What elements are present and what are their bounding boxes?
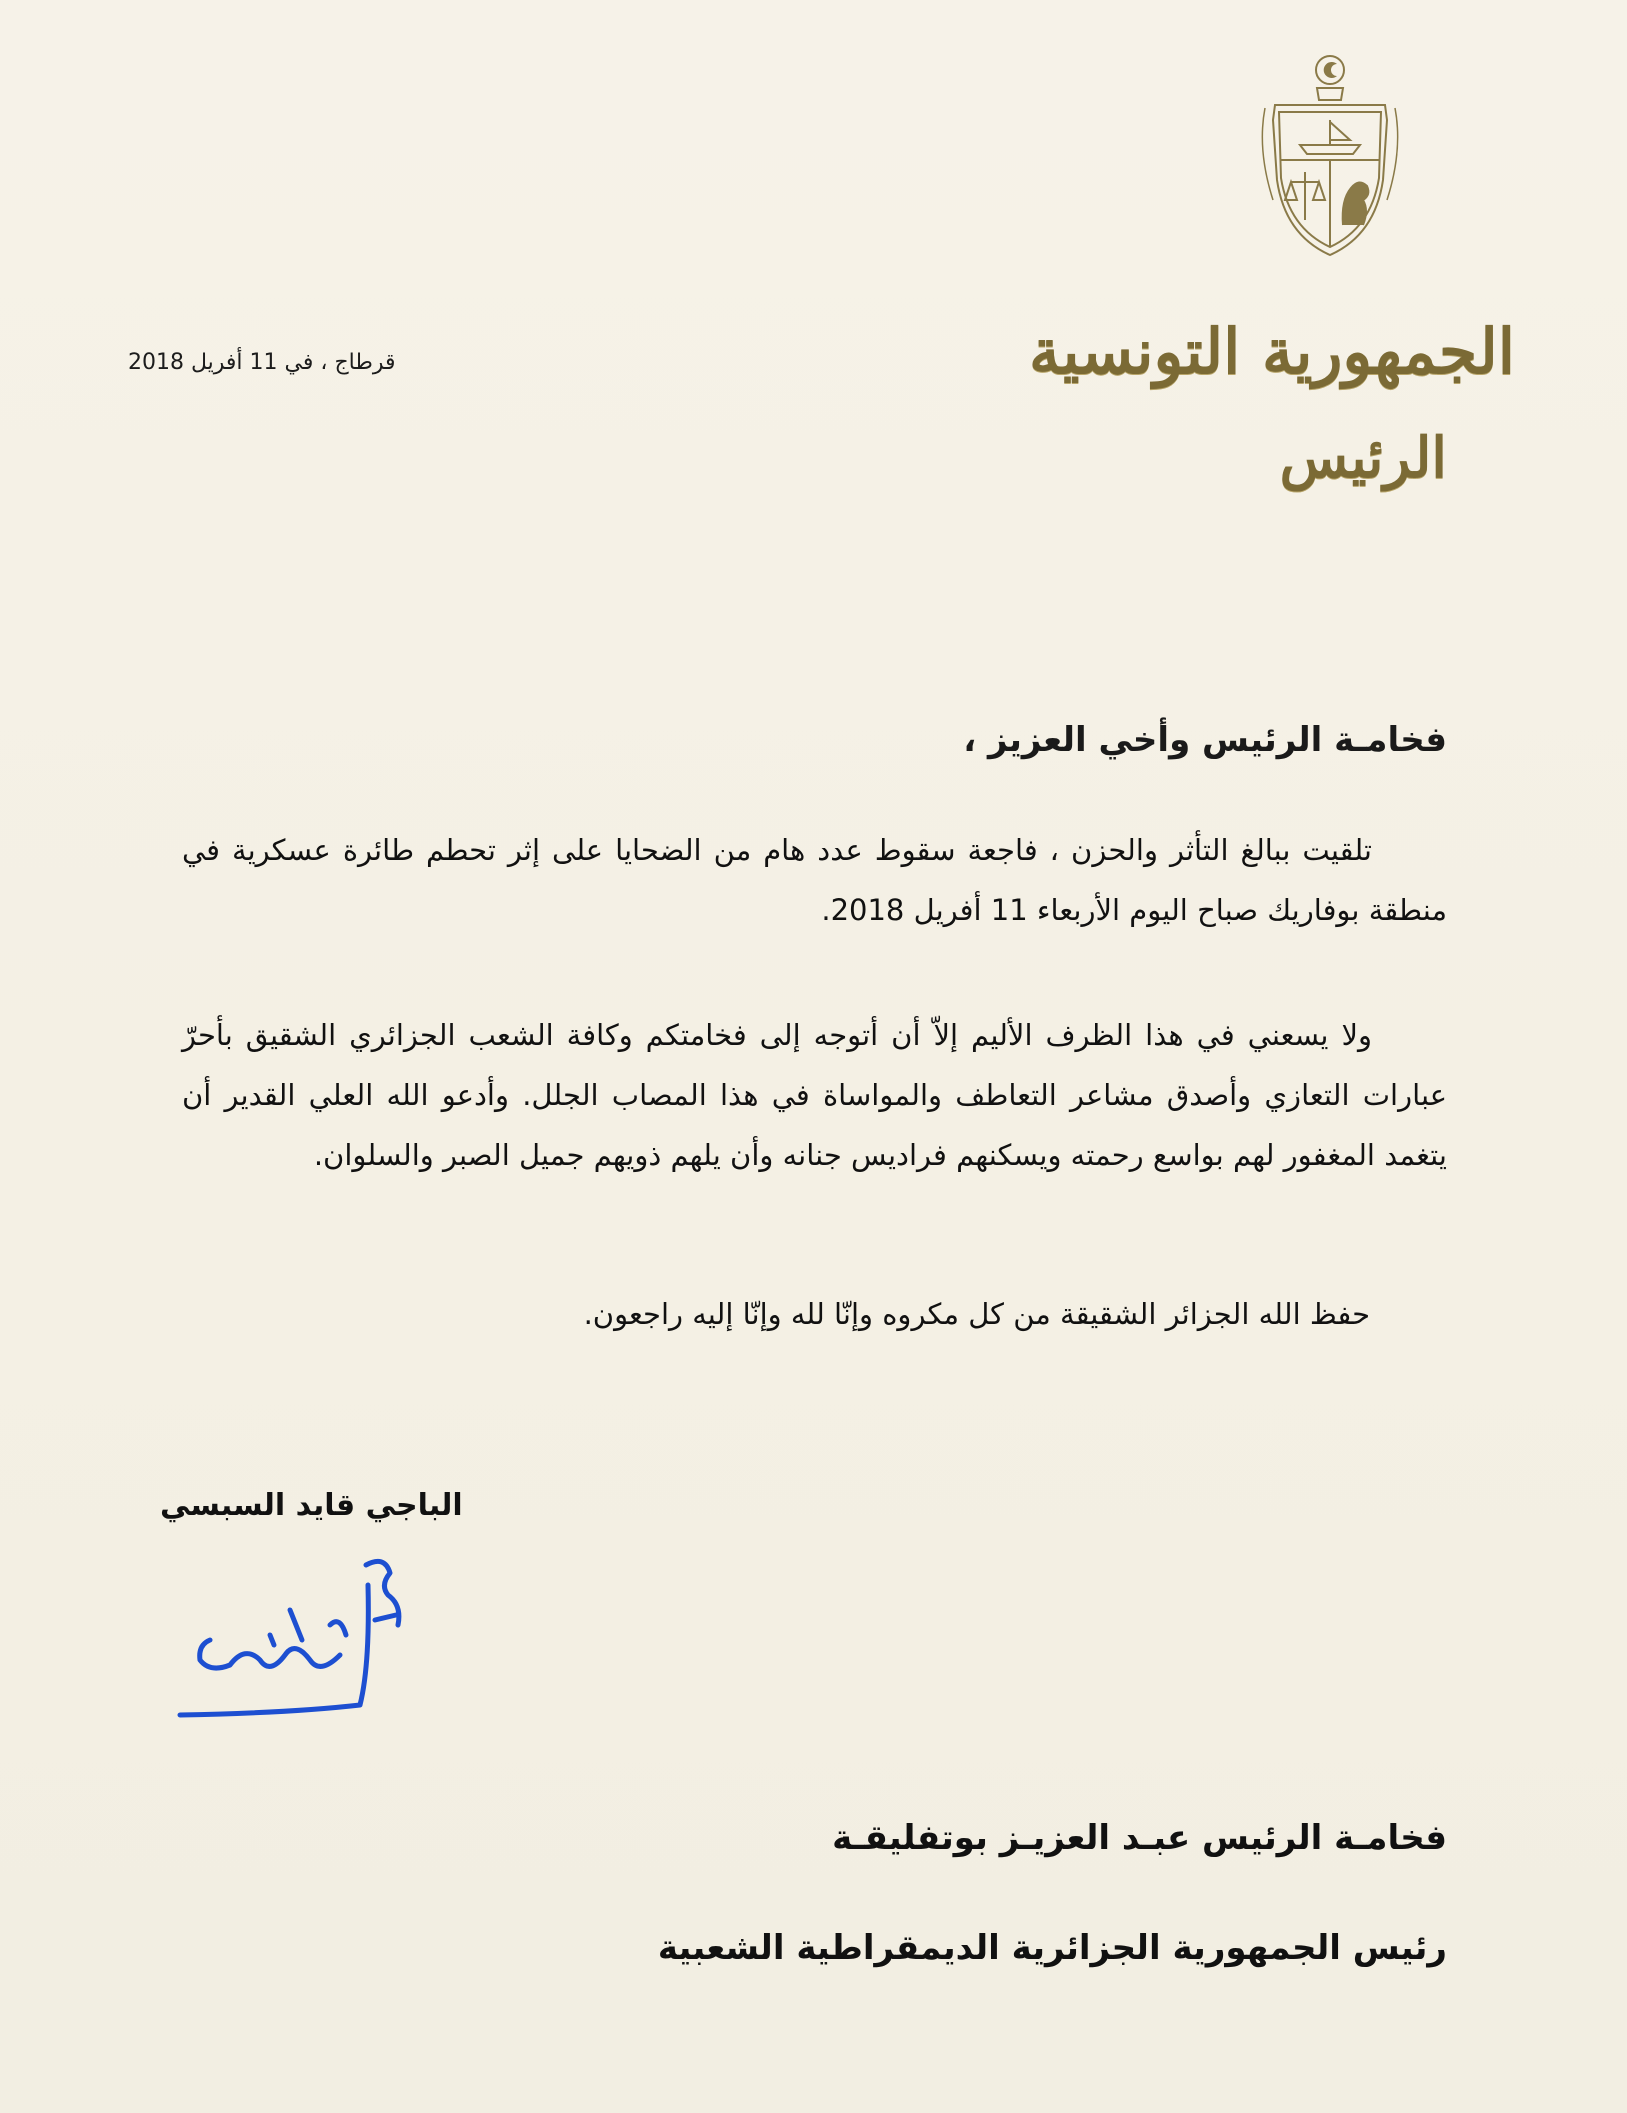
letterhead-subtitle: الرئيس [1279,425,1447,491]
handwritten-signature [170,1545,430,1725]
signer-name: الباجي قايد السبسي [160,1488,463,1523]
coat-of-arms-icon [1255,50,1405,265]
closing-line: حفظ الله الجزائر الشقيقة من كل مكروه وإنّا لله وإنّا إليه راجعون. [583,1297,1370,1331]
salutation: فخامـة الرئيس وأخي العزيز ، [963,720,1447,760]
paragraph-2 [182,1005,1447,1185]
letterhead-title: الجمهورية التونسية [1029,315,1515,388]
addressee-name: فخامـة الرئيس عبـد العزيـز بوتفليقـة [832,1818,1447,1858]
paragraph-1 [182,820,1447,940]
addressee-title: رئيس الجمهورية الجزائرية الديمقراطية الشعبية [657,1928,1447,1968]
paragraph-2-text: ولا يسعني في هذا الظرف الأليم إلاّ أن أتوجه إلى فخامتكم وكافة الشعب الجزائري الشقيق بأحرّ عبارات التعازي وأصدق مشاعر التعاطف والمواساة في هذا المصاب الجلل. وأدعو الله العلي القدير أن يتغمد المغفور لهم بواسع رحمته ويسكنهم فراديس جنانه وأن يلهم ذويهم جميل الصبر والسلوان. [182,1018,1447,1172]
paragraph-1-text: تلقيت ببالغ التأثر والحزن ، فاجعة سقوط عدد هام من الضحايا على إثر تحطم طائرة عسكرية في منطقة بوفاريك صباح اليوم الأربعاء 11 أفريل 2018. [182,833,1447,927]
date-line: قرطاج ، في 11 أفريل 2018 [128,350,396,375]
